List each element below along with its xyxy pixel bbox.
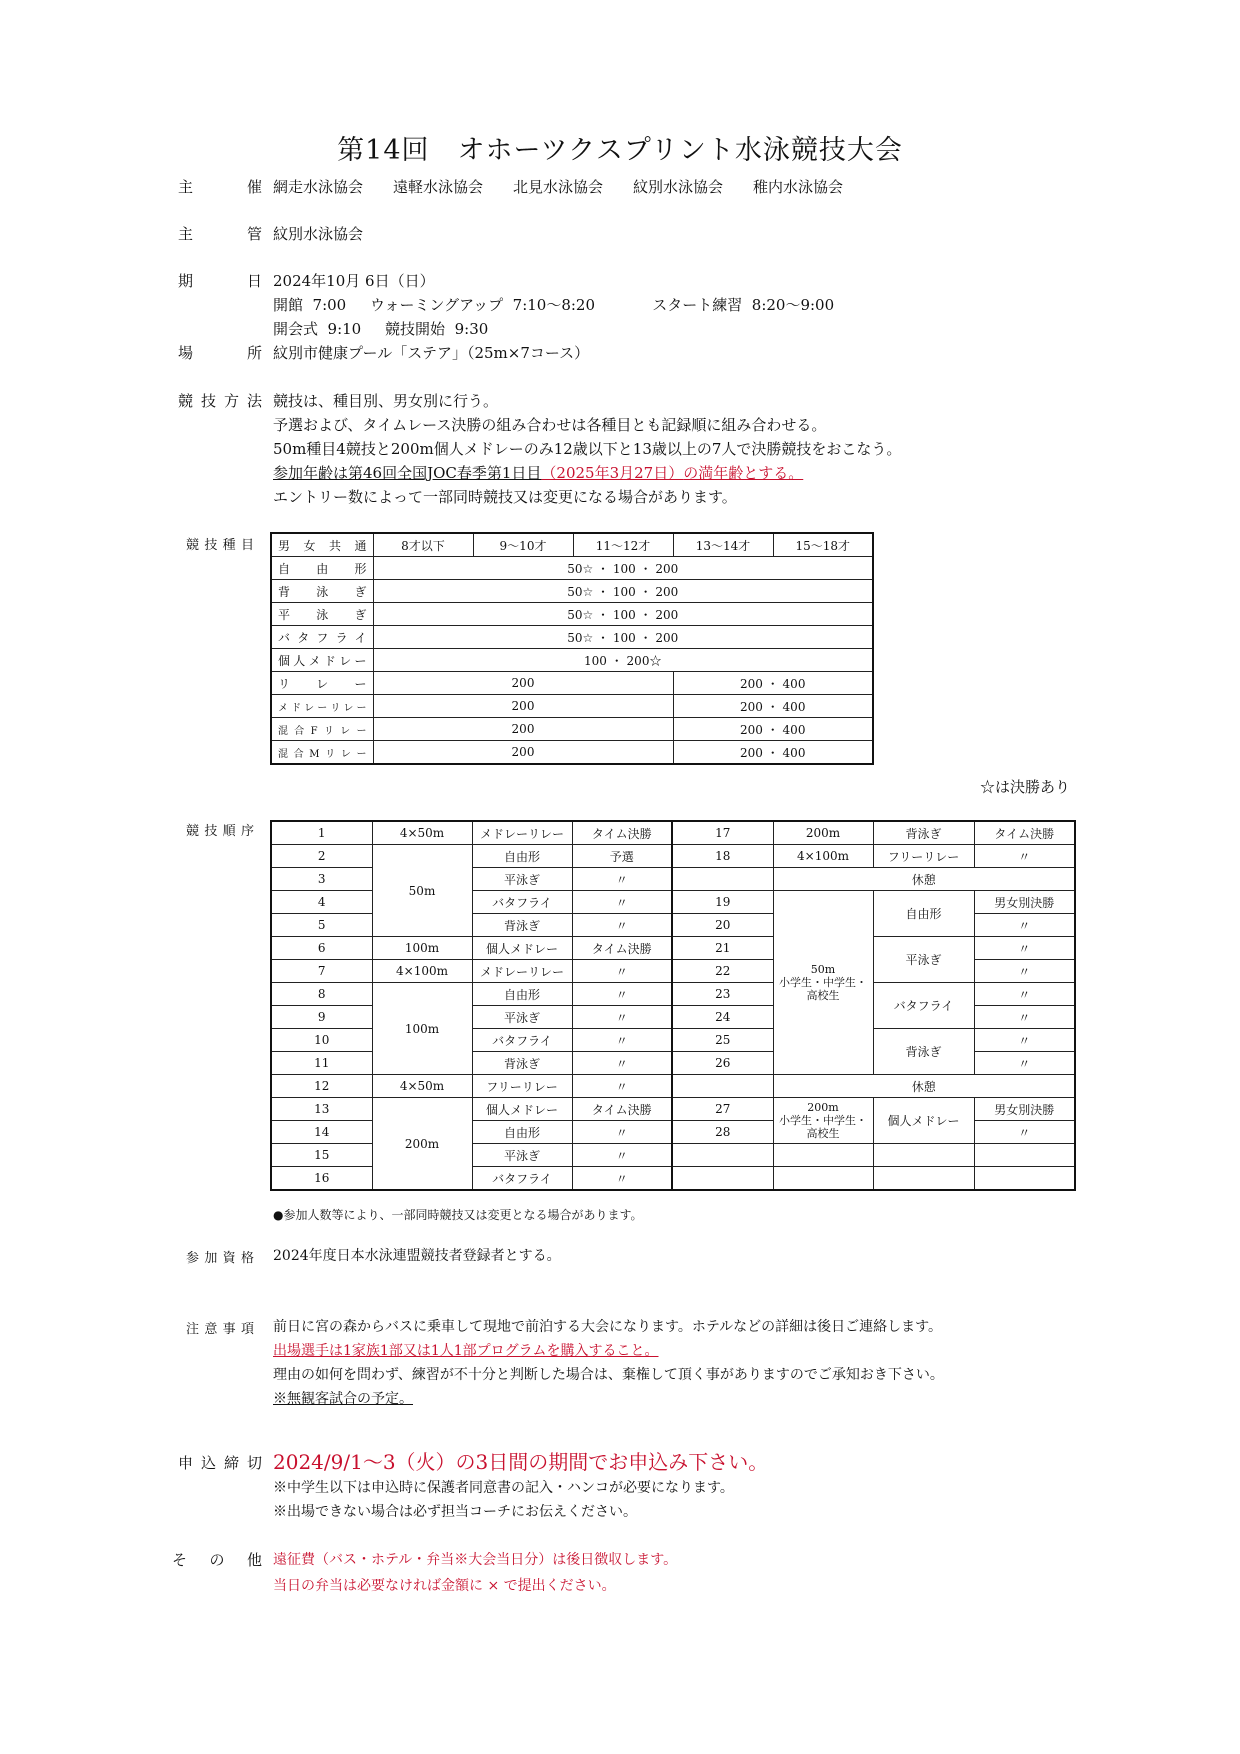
order-type: 男女別決勝	[974, 891, 1075, 914]
order-no: 18	[672, 845, 773, 868]
eligibility-value: 2024年度日本水泳連盟競技者登録者とする。	[273, 1248, 561, 1264]
order-empty-cell	[672, 868, 773, 891]
order-no: 11	[271, 1052, 372, 1075]
order-distance-group	[773, 1098, 873, 1144]
order-empty-cell	[974, 1144, 1075, 1167]
order-type: 〃	[974, 1052, 1075, 1075]
order-type: タイム決勝	[572, 937, 672, 960]
event-name: 混合Mリレー	[271, 741, 373, 765]
order-type: 〃	[572, 983, 672, 1006]
notes-line-no-spectators: ※無観客試合の予定。	[273, 1391, 413, 1407]
order-no: 6	[271, 937, 372, 960]
order-no: 17	[672, 821, 773, 845]
order-type: 〃	[974, 937, 1075, 960]
order-no: 13	[271, 1098, 372, 1121]
other-line: 遠征費（バス・ホテル・弁当※大会当日分）は後日徴収します。	[273, 1552, 678, 1568]
date-label: 期日	[178, 272, 262, 290]
order-stroke: メドレーリレー	[472, 960, 572, 983]
organizer-value: 紋別水泳協会	[273, 225, 364, 243]
order-type: 〃	[572, 868, 672, 891]
order-no: 3	[271, 868, 372, 891]
order-no: 27	[672, 1098, 773, 1121]
events-header: 9〜10才	[473, 533, 573, 557]
order-type: 〃	[974, 960, 1075, 983]
order-no: 4	[271, 891, 372, 914]
age-groups: 高校生	[806, 1127, 840, 1140]
order-stroke: 自由形	[472, 845, 572, 868]
event-distances: 50☆ ・ 100 ・ 200	[373, 603, 873, 626]
event-distances-junior: 200	[373, 695, 673, 718]
events-header: 11〜12才	[573, 533, 673, 557]
events-header: 15〜18才	[773, 533, 873, 557]
events-header: 男女共通	[271, 533, 373, 557]
deadline-label: 申込締切	[178, 1454, 262, 1472]
order-type: 〃	[572, 960, 672, 983]
order-type: 〃	[974, 845, 1075, 868]
order-type: 予選	[572, 845, 672, 868]
event-name: 平泳ぎ	[271, 603, 373, 626]
age-groups: 高校生	[806, 989, 840, 1002]
order-type: タイム決勝	[974, 821, 1075, 845]
sponsor-label: 主催	[178, 178, 262, 196]
order-type: 〃	[572, 1121, 672, 1144]
event-name: リレー	[271, 672, 373, 695]
order-type: 〃	[572, 1167, 672, 1191]
order-distance: 200m	[372, 1098, 472, 1191]
order-empty-cell	[672, 1144, 773, 1167]
deadline-main: 2024/9/1〜3（火）の3日間の期間でお申込み下さい。	[273, 1450, 769, 1474]
order-type: 〃	[974, 1029, 1075, 1052]
order-stroke: メドレーリレー	[472, 821, 572, 845]
order-stroke: 個人メドレー	[472, 1098, 572, 1121]
event-distances: 50☆ ・ 100 ・ 200	[373, 580, 873, 603]
order-stroke: 背泳ぎ	[472, 914, 572, 937]
eligibility-label: 参加資格	[186, 1251, 254, 1266]
final-note: ☆は決勝あり	[980, 778, 1071, 796]
event-distances-junior: 200	[373, 672, 673, 695]
notes-line: 理由の如何を問わず、練習が不十分と判断した場合は、棄権して頂く事がありますのでご承知おき下さい。	[273, 1367, 944, 1383]
order-distance: 100m	[372, 937, 472, 960]
order-stroke: フリーリレー	[472, 1075, 572, 1098]
event-distances-junior: 200	[373, 741, 673, 765]
deadline-line: ※出場できない場合は必ず担当コーチにお伝えください。	[273, 1504, 637, 1520]
order-distance-group	[773, 891, 873, 1075]
distance-value: 50m	[810, 963, 836, 976]
order-no: 28	[672, 1121, 773, 1144]
method-line: エントリー数によって一部同時競技又は変更になる場合があります。	[273, 488, 737, 506]
event-name: 背泳ぎ	[271, 580, 373, 603]
notes-label: 注意事項	[186, 1322, 254, 1337]
order-distance: 50m	[372, 845, 472, 937]
order-distance: 4×100m	[773, 845, 873, 868]
order-type: 〃	[572, 1144, 672, 1167]
method-line: 予選および、タイムレース決勝の組み合わせは各種目とも記録順に組み合わせる。	[273, 416, 827, 434]
page-title: 第14回 オホーツクスプリント水泳競技大会	[337, 135, 903, 166]
order-empty-cell	[873, 1167, 974, 1191]
event-name: 自由形	[271, 557, 373, 580]
order-distance: 4×100m	[372, 960, 472, 983]
order-empty-cell	[974, 1167, 1075, 1191]
method-label: 競技方法	[178, 392, 262, 410]
order-table	[270, 820, 1076, 1191]
order-stroke: バタフライ	[472, 1167, 572, 1191]
order-type: 〃	[974, 983, 1075, 1006]
order-stroke: 背泳ぎ	[472, 1052, 572, 1075]
order-empty-cell	[773, 1167, 873, 1191]
event-distances-senior: 200 ・ 400	[673, 695, 873, 718]
other-label: その他	[172, 1551, 262, 1569]
order-no: 12	[271, 1075, 372, 1098]
age-groups: 小学生・中学生・	[779, 1114, 867, 1127]
order-stroke: バタフライ	[472, 891, 572, 914]
order-distance: 100m	[372, 983, 472, 1075]
events-label: 競技種目	[186, 538, 254, 553]
order-no: 9	[271, 1006, 372, 1029]
order-distance: 4×50m	[372, 821, 472, 845]
venue-label: 場所	[178, 344, 262, 362]
organizer-label: 主管	[178, 225, 262, 243]
order-stroke: 自由形	[873, 891, 974, 937]
order-stroke: 平泳ぎ	[472, 868, 572, 891]
schedule-line: 開館 7:00 ウォーミングアップ 7:10〜8:20 スタート練習 8:20〜9:00	[273, 296, 835, 314]
order-type: タイム決勝	[572, 821, 672, 845]
order-no: 10	[271, 1029, 372, 1052]
order-no: 16	[271, 1167, 372, 1191]
order-type: 〃	[974, 1006, 1075, 1029]
order-stroke: 個人メドレー	[873, 1098, 974, 1144]
method-line: 競技は、種目別、男女別に行う。	[273, 392, 499, 410]
order-stroke: 個人メドレー	[472, 937, 572, 960]
age-line-c: の満年齢とする。	[683, 464, 804, 482]
event-name: メドレーリレー	[271, 695, 373, 718]
order-no: 23	[672, 983, 773, 1006]
schedule-line: 開会式 9:10 競技開始 9:30	[273, 320, 489, 338]
order-no: 7	[271, 960, 372, 983]
order-no: 1	[271, 821, 372, 845]
break-cell: 休憩	[773, 1075, 1075, 1098]
age-line-a: 参加年齢は第46回全国JOC春季第1日目	[273, 464, 542, 482]
method-line: 50m種目4競技と200m個人メドレーのみ12歳以下と13歳以上の7人で決勝競技をおこなう。	[273, 440, 902, 458]
order-stroke: 背泳ぎ	[873, 821, 974, 845]
event-distances-senior: 200 ・ 400	[673, 672, 873, 695]
order-note: ●参加人数等により、一部同時競技又は変更となる場合があります。	[273, 1208, 643, 1222]
age-line-date: （2025年3月27日）	[541, 464, 684, 482]
order-no: 14	[271, 1121, 372, 1144]
event-distances: 50☆ ・ 100 ・ 200	[373, 626, 873, 649]
events-header: 8才以下	[373, 533, 473, 557]
events-header: 13〜14才	[673, 533, 773, 557]
event-distances-senior: 200 ・ 400	[673, 741, 873, 765]
order-no: 5	[271, 914, 372, 937]
age-groups: 小学生・中学生・	[779, 976, 867, 989]
order-type: 〃	[572, 1006, 672, 1029]
notes-line-program: 出場選手は1家族1部又は1人1部プログラムを購入すること。	[273, 1343, 659, 1359]
break-cell: 休憩	[773, 868, 1075, 891]
order-stroke: 自由形	[472, 1121, 572, 1144]
order-no: 15	[271, 1144, 372, 1167]
date-line: 2024年10月 6日（日）	[273, 272, 435, 290]
order-type: 〃	[572, 1075, 672, 1098]
order-stroke: 背泳ぎ	[873, 1029, 974, 1075]
event-name: 個人メドレー	[271, 649, 373, 672]
order-type: 〃	[974, 1121, 1075, 1144]
order-stroke: フリーリレー	[873, 845, 974, 868]
other-line: 当日の弁当は必要なければ金額に × で提出ください。	[273, 1578, 616, 1594]
order-type: 男女別決勝	[974, 1098, 1075, 1121]
order-type: 〃	[572, 914, 672, 937]
order-no: 2	[271, 845, 372, 868]
order-no: 25	[672, 1029, 773, 1052]
event-name: バタフライ	[271, 626, 373, 649]
deadline-line: ※中学生以下は申込時に保護者同意書の記入・ハンコが必要になります。	[273, 1480, 734, 1496]
order-type: 〃	[572, 1029, 672, 1052]
age-line	[273, 462, 803, 483]
order-no: 21	[672, 937, 773, 960]
order-no: 20	[672, 914, 773, 937]
order-empty-cell	[873, 1144, 974, 1167]
order-type: 〃	[974, 914, 1075, 937]
order-stroke: バタフライ	[873, 983, 974, 1029]
order-no: 22	[672, 960, 773, 983]
order-empty-cell	[773, 1144, 873, 1167]
order-no: 26	[672, 1052, 773, 1075]
order-type: 〃	[572, 891, 672, 914]
event-distances-senior: 200 ・ 400	[673, 718, 873, 741]
venue-value: 紋別市健康プール「ステア」（25m×7コース）	[273, 344, 590, 362]
order-stroke: バタフライ	[472, 1029, 572, 1052]
order-distance: 200m	[773, 821, 873, 845]
events-table	[270, 532, 874, 765]
order-stroke: 自由形	[472, 983, 572, 1006]
order-type: タイム決勝	[572, 1098, 672, 1121]
order-no: 24	[672, 1006, 773, 1029]
order-no: 19	[672, 891, 773, 914]
order-type: 〃	[572, 1052, 672, 1075]
order-stroke: 平泳ぎ	[472, 1144, 572, 1167]
distance-value: 200m	[807, 1101, 839, 1114]
order-distance: 4×50m	[372, 1075, 472, 1098]
event-name: 混合Fリレー	[271, 718, 373, 741]
order-label: 競技順序	[186, 824, 254, 839]
order-stroke: 平泳ぎ	[472, 1006, 572, 1029]
order-stroke: 平泳ぎ	[873, 937, 974, 983]
order-no: 8	[271, 983, 372, 1006]
event-distances-junior: 200	[373, 718, 673, 741]
notes-line: 前日に宮の森からバスに乗車して現地で前泊する大会になります。ホテルなどの詳細は後日ご連絡します。	[273, 1319, 943, 1335]
sponsor-value: 網走水泳協会 遠軽水泳協会 北見水泳協会 紋別水泳協会 稚内水泳協会	[273, 178, 844, 196]
event-distances: 50☆ ・ 100 ・ 200	[373, 557, 873, 580]
event-distances: 100 ・ 200☆	[373, 649, 873, 672]
order-empty-cell	[672, 1075, 773, 1098]
order-empty-cell	[672, 1167, 773, 1191]
